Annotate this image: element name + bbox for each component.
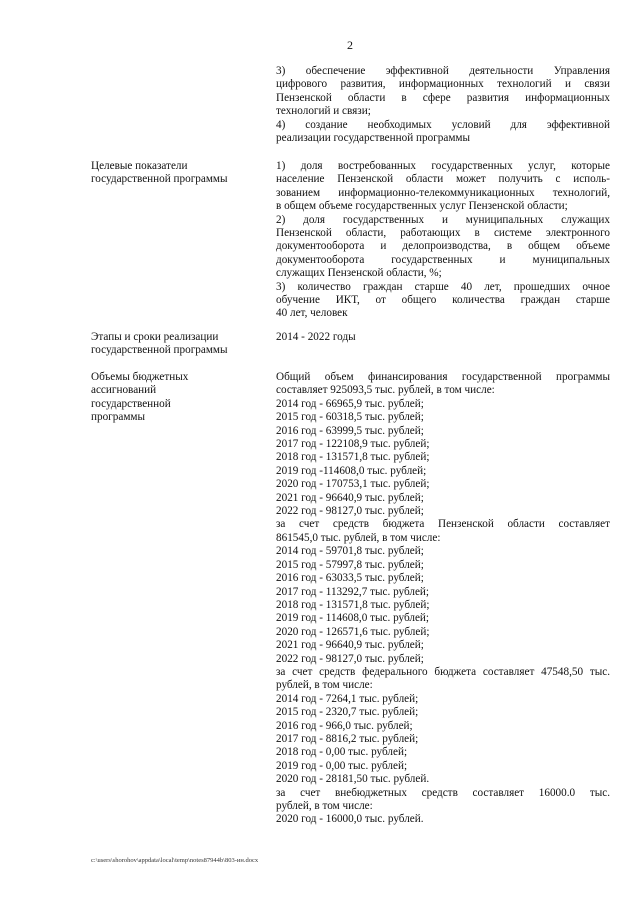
file-path-footer: c:\users\shorohov\appdata\local\temp\notes87944b\803-ин.docx — [91, 857, 259, 864]
text-line: технологий и связи; — [276, 105, 371, 118]
text-line: 2015 год - 60318,5 тыс. рублей; — [276, 411, 424, 424]
text-line: 2020 год - 28181,50 тыс. рублей. — [276, 773, 430, 786]
text-line: 2017 год - 113292,7 тыс. рублей; — [276, 585, 430, 598]
text-line: обучение ИКТ, от общего количества граждан старше — [276, 294, 610, 307]
label-line: государственной программы — [91, 173, 228, 186]
text-line: документооборота и делопроизводства, в общем объеме — [276, 240, 610, 253]
section-text — [276, 65, 610, 145]
text-line: служащих Пензенской области, %; — [276, 267, 442, 280]
section-text — [276, 160, 610, 321]
section-text — [276, 331, 610, 344]
text-line: 3) количество граждан старше 40 лет, прошедших очное — [276, 280, 610, 293]
text-line: рублей, в том числе: — [276, 679, 373, 692]
text-line: 2019 год -114608,0 тыс. рублей; — [276, 464, 427, 477]
text-line: 2) доля государственных и муниципальных служащих — [276, 213, 610, 226]
text-line: 2017 год - 8816,2 тыс. рублей; — [276, 732, 419, 745]
text-line: 2022 год - 98127,0 тыс. рублей; — [276, 652, 424, 665]
text-line: 861545,0 тыс. рублей, в том числе: — [276, 531, 441, 544]
text-line: за счет средств федерального бюджета составляет 47548,50 тыс. — [276, 665, 610, 678]
label-line: Целевые показатели — [91, 160, 188, 172]
label-line: государственной программы — [91, 344, 228, 357]
text-line: реализации государственной программы — [276, 132, 470, 145]
section-label — [91, 371, 266, 425]
text-line: 2018 год - 0,00 тыс. рублей; — [276, 746, 408, 759]
text-line: 2020 год - 126571,6 тыс. рублей; — [276, 625, 430, 638]
section-label — [91, 160, 266, 187]
page-number: 2 — [347, 38, 353, 52]
text-line: Пензенской области в сфере развития информационных — [276, 91, 610, 104]
text-line: Пензенской области, работающих в системе электронного — [276, 227, 610, 240]
text-line: 2014 год - 59701,8 тыс. рублей; — [276, 545, 424, 558]
text-line: 2017 год - 122108,9 тыс. рублей; — [276, 438, 430, 451]
text-line: рублей, в том числе: — [276, 800, 373, 812]
text-line: зованием информационно-телекоммуникационных технологий, — [276, 186, 610, 199]
text-line: 2014 год - 7264,1 тыс. рублей; — [276, 692, 419, 705]
label-line: Объемы бюджетных — [91, 371, 189, 383]
text-line: 2018 год - 131571,8 тыс. рублей; — [276, 451, 430, 464]
text-line: 2020 год - 16000,0 тыс. рублей. — [276, 813, 424, 826]
text-line: в общем объеме государственных услуг Пензенской области; — [276, 200, 568, 213]
section-text — [276, 371, 610, 827]
text-line: 2014 год - 66965,9 тыс. рублей; — [276, 397, 424, 410]
text-line: цифрового развития, информационных технологий и связи — [276, 78, 610, 91]
label-line: Этапы и сроки реализации — [91, 331, 219, 343]
section-label — [91, 331, 266, 358]
text-line: 40 лет, человек — [276, 307, 348, 320]
label-line: ассигнований — [91, 384, 157, 397]
text-line: 2018 год - 131571,8 тыс. рублей; — [276, 598, 430, 611]
text-line: население Пензенской области может получить с исполь- — [276, 173, 610, 186]
text-line: составляет 925093,5 тыс. рублей, в том числе: — [276, 384, 495, 397]
text-line: 2019 год - 114608,0 тыс. рублей; — [276, 612, 430, 625]
text-line: Общий объем финансирования государственной программы — [276, 371, 610, 383]
text-line: 2015 год - 2320,7 тыс. рублей; — [276, 706, 419, 719]
text-line: 2019 год - 0,00 тыс. рублей; — [276, 759, 408, 772]
text-line: 2016 год - 63999,5 тыс. рублей; — [276, 424, 424, 437]
text-line: 2015 год - 57997,8 тыс. рублей; — [276, 558, 424, 571]
text-line: 2016 год - 966,0 тыс. рублей; — [276, 719, 413, 732]
text-line: за счет средств бюджета Пензенской области составляет — [276, 518, 610, 531]
text-line: за счет внебюджетных средств составляет 16000.0 тыс. — [276, 786, 610, 799]
text-line: 4) создание необходимых условий для эффективной — [276, 118, 610, 131]
text-line: документооборота государственных и муниципальных — [276, 253, 610, 266]
label-line: программы — [91, 411, 145, 424]
text-line: 2020 год - 170753,1 тыс. рублей; — [276, 478, 430, 491]
text-line: 2021 год - 96640,9 тыс. рублей; — [276, 491, 424, 504]
text-line: 2014 - 2022 годы — [276, 331, 356, 343]
text-line: 2016 год - 63033,5 тыс. рублей; — [276, 572, 424, 585]
text-line: 2021 год - 96640,9 тыс. рублей; — [276, 639, 424, 652]
text-line: 3) обеспечение эффективной деятельности Управления — [276, 65, 610, 77]
text-line: 2022 год - 98127,0 тыс. рублей; — [276, 505, 424, 518]
text-line: 1) доля востребованных государственных услуг, которые — [276, 160, 610, 172]
label-line: государственной — [91, 397, 171, 410]
